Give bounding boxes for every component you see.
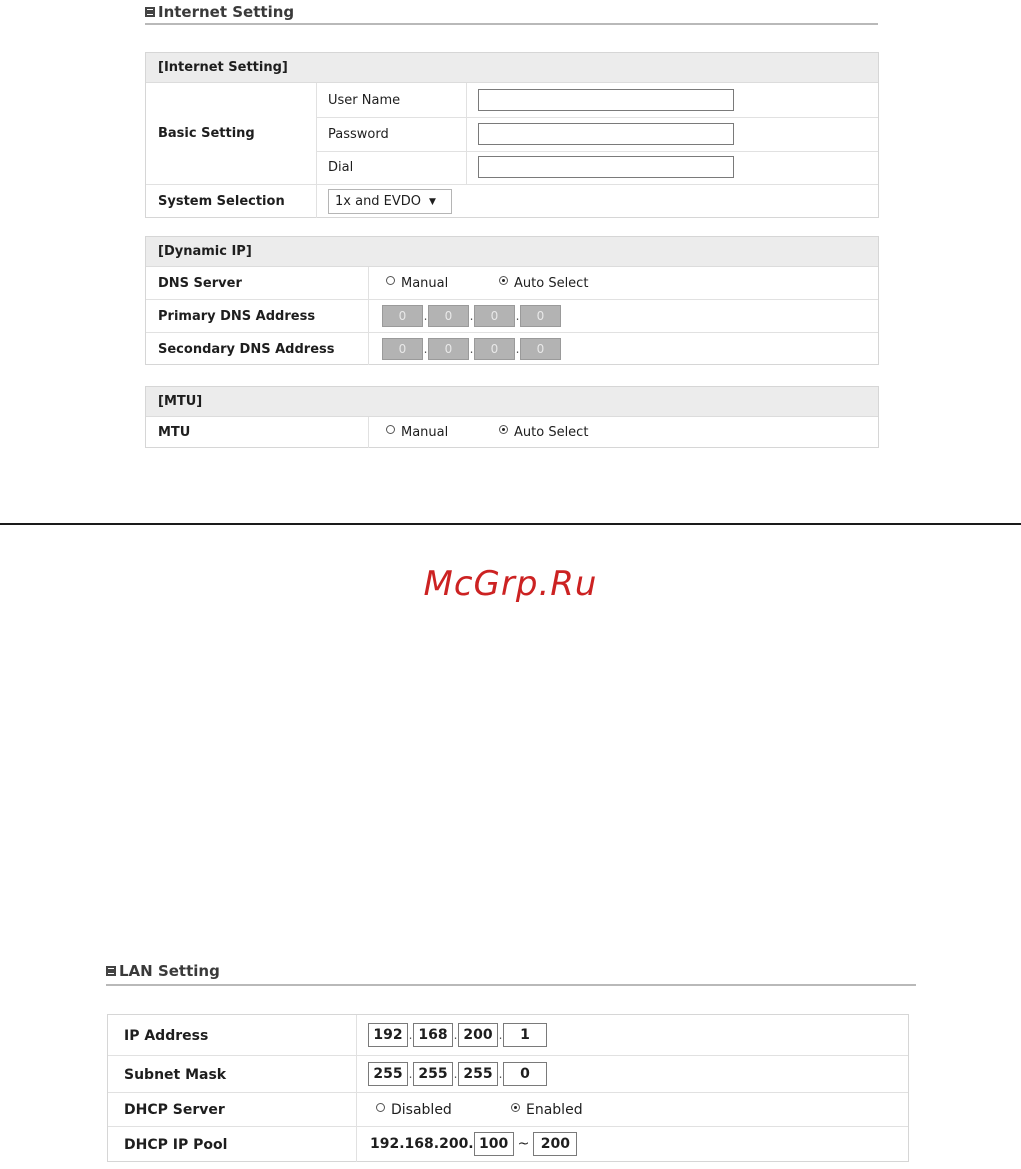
- ip-octet-field: 0: [382, 305, 423, 327]
- mtu-label: MTU: [158, 425, 191, 440]
- dhcp-pool-end-input[interactable]: 200: [533, 1132, 577, 1156]
- subnet-octet-input[interactable]: 255: [458, 1062, 498, 1086]
- dns-auto-radio[interactable]: [499, 276, 508, 285]
- secondary-dns-row: [146, 333, 878, 365]
- primary-dns-row: [146, 300, 878, 333]
- dial-label: Dial: [328, 160, 354, 175]
- primary-dns-label: Primary DNS Address: [158, 309, 316, 324]
- ip-octet-field: 0: [520, 338, 561, 360]
- system-selection-value: 1x and EVDO: [335, 194, 422, 209]
- basic-setting-group: [146, 83, 878, 185]
- dot-separator: .: [515, 342, 520, 356]
- dns-manual-label: Manual: [401, 276, 449, 291]
- mtu-header-text: [MTU]: [158, 394, 203, 409]
- ip-octet-field: 0: [428, 305, 469, 327]
- user-name-row: [316, 83, 878, 118]
- divider: [368, 300, 369, 332]
- dhcp-enabled-radio[interactable]: [511, 1103, 520, 1112]
- divider: [368, 333, 369, 365]
- dns-server-label: DNS Server: [158, 276, 242, 291]
- subnet-mask-label: Subnet Mask: [124, 1066, 227, 1083]
- mtu-manual-option[interactable]: [386, 417, 448, 448]
- ip-octet-field: 0: [382, 338, 423, 360]
- dns-manual-option[interactable]: [386, 267, 448, 300]
- divider: [356, 1093, 357, 1126]
- internet-setting-header: [146, 53, 878, 83]
- internet-setting-title-text: Internet Setting: [158, 2, 295, 21]
- ip-octet-input[interactable]: 200: [458, 1023, 498, 1047]
- page-divider: [0, 523, 1021, 525]
- ip-octet-input[interactable]: 192: [368, 1023, 408, 1047]
- dhcp-pool-range: [370, 1132, 577, 1156]
- ip-octet-field: 0: [520, 305, 561, 327]
- dot-separator: .: [453, 1067, 458, 1081]
- dot-separator: .: [423, 309, 428, 323]
- subnet-octet-input[interactable]: 0: [503, 1062, 547, 1086]
- mtu-auto-radio[interactable]: [499, 425, 508, 434]
- dhcp-server-row: [108, 1093, 908, 1127]
- dhcp-disabled-radio[interactable]: [376, 1103, 385, 1112]
- dot-separator: .: [453, 1028, 458, 1042]
- mtu-panel: [145, 386, 879, 448]
- mtu-row: [146, 417, 878, 448]
- mtu-manual-radio[interactable]: [386, 425, 395, 434]
- user-name-label: User Name: [328, 92, 401, 108]
- dns-manual-radio[interactable]: [386, 276, 395, 285]
- lan-setting-title: [106, 960, 916, 986]
- dot-separator: .: [498, 1028, 503, 1042]
- secondary-dns-octets: [382, 338, 561, 360]
- section-icon: [106, 966, 116, 976]
- dot-separator: .: [408, 1028, 413, 1042]
- dns-auto-option[interactable]: [499, 267, 588, 300]
- password-input[interactable]: [478, 123, 734, 145]
- dynamic-ip-header-text: [Dynamic IP]: [158, 244, 252, 259]
- divider: [368, 417, 369, 448]
- user-name-input[interactable]: [478, 89, 734, 111]
- divider: [356, 1015, 357, 1055]
- dhcp-enabled-label: Enabled: [526, 1102, 583, 1118]
- dns-server-row: [146, 267, 878, 300]
- mtu-auto-label: Auto Select: [514, 425, 589, 440]
- lan-setting-title-text: LAN Setting: [119, 961, 220, 980]
- subnet-mask-row: [108, 1056, 908, 1093]
- dot-separator: .: [423, 342, 428, 356]
- lan-setting-panel: [107, 1014, 909, 1162]
- dhcp-disabled-option[interactable]: [376, 1093, 452, 1127]
- internet-setting-title: [145, 3, 878, 25]
- dynamic-ip-header: [146, 237, 878, 267]
- dhcp-pool-label: DHCP IP Pool: [124, 1136, 228, 1153]
- mtu-manual-label: Manual: [401, 425, 449, 440]
- subnet-mask-octets: [368, 1062, 547, 1086]
- range-separator: ~: [517, 1136, 530, 1152]
- primary-dns-octets: [382, 305, 561, 327]
- ip-octet-input[interactable]: 1: [503, 1023, 547, 1047]
- ip-octet-field: 0: [428, 338, 469, 360]
- divider: [356, 1127, 357, 1162]
- watermark-text: McGrp.Ru: [423, 564, 598, 604]
- dns-auto-label: Auto Select: [514, 276, 589, 291]
- system-selection-label: System Selection: [158, 194, 285, 209]
- divider: [316, 185, 317, 218]
- dot-separator: .: [515, 309, 520, 323]
- mtu-header: [146, 387, 878, 417]
- ip-octet-input[interactable]: 168: [413, 1023, 453, 1047]
- subnet-octet-input[interactable]: 255: [413, 1062, 453, 1086]
- dot-separator: .: [469, 342, 474, 356]
- divider: [356, 1056, 357, 1092]
- system-selection-dropdown[interactable]: [328, 189, 452, 214]
- basic-setting-label: Basic Setting: [158, 126, 255, 141]
- dhcp-enabled-option[interactable]: [511, 1093, 583, 1127]
- dot-separator: .: [498, 1067, 503, 1081]
- secondary-dns-label: Secondary DNS Address: [158, 341, 335, 357]
- dot-separator: .: [408, 1067, 413, 1081]
- internet-setting-panel: [145, 52, 879, 218]
- ip-address-row: [108, 1015, 908, 1056]
- system-selection-row: [146, 185, 878, 218]
- dial-row: [316, 151, 878, 184]
- dial-input[interactable]: [478, 156, 734, 178]
- internet-setting-header-text: [Internet Setting]: [158, 60, 288, 75]
- section-icon: [145, 7, 155, 17]
- dhcp-disabled-label: Disabled: [391, 1102, 452, 1118]
- dot-separator: .: [469, 309, 474, 323]
- divider: [368, 267, 369, 299]
- mtu-auto-option[interactable]: [499, 417, 588, 448]
- dhcp-pool-start-input[interactable]: 100: [474, 1132, 514, 1156]
- ip-address-octets: [368, 1023, 547, 1047]
- dhcp-pool-row: [108, 1127, 908, 1162]
- password-row: [316, 117, 878, 152]
- dhcp-server-label: DHCP Server: [124, 1102, 225, 1118]
- chevron-down-icon: ▼: [429, 196, 436, 207]
- dhcp-pool-prefix: 192.168.200.: [370, 1136, 474, 1152]
- subnet-octet-input[interactable]: 255: [368, 1062, 408, 1086]
- ip-address-label: IP Address: [124, 1027, 209, 1044]
- ip-octet-field: 0: [474, 338, 515, 360]
- password-label: Password: [328, 126, 389, 142]
- dynamic-ip-panel: [145, 236, 879, 365]
- ip-octet-field: 0: [474, 305, 515, 327]
